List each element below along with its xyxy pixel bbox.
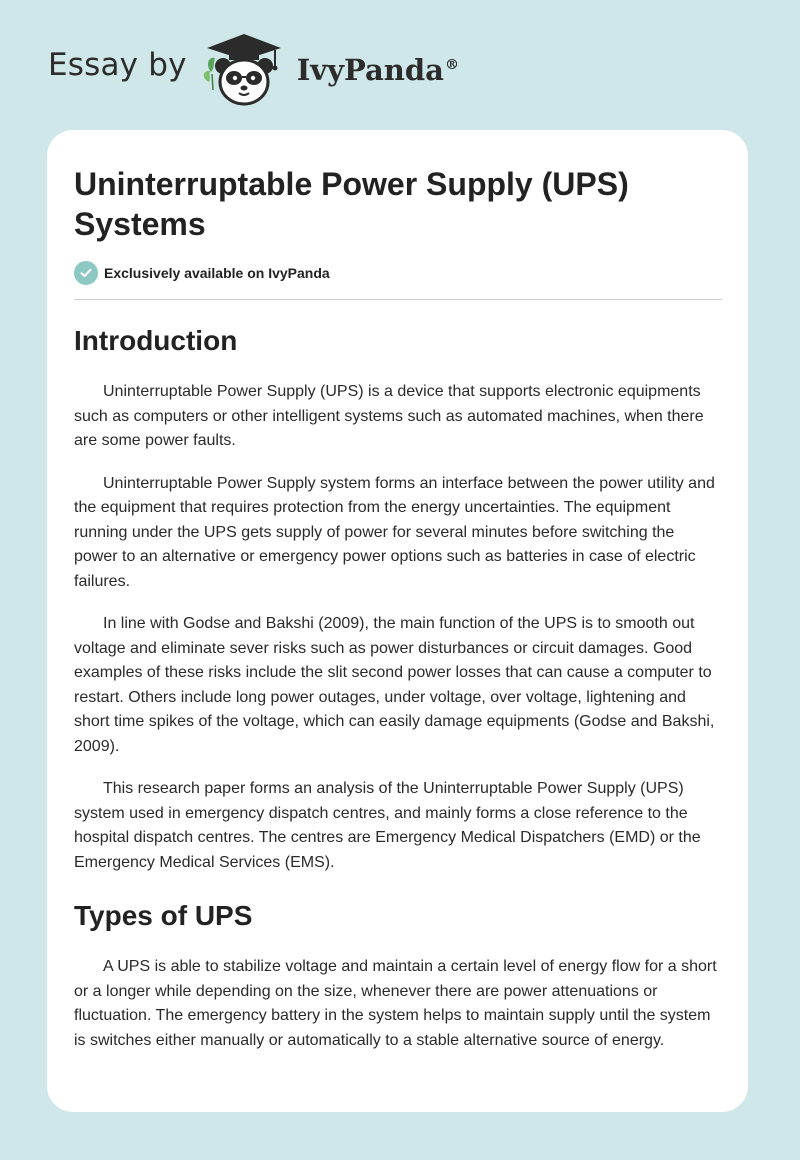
paragraph: This research paper forms an analysis of the Uninterruptable Power Supply (UPS) system used in emergency dispatch centres, and mainly forms a close reference to the hospital dispatch centres. The centres are Emergency Medical Dispatchers (EMD) or the Emergency Medical Services (EMS). [74,780,701,871]
essay-title-line-2: Systems [74,206,206,242]
paragraph: In line with Godse and Bakshi (2009), the main function of the UPS is to smooth out voltage and eliminate sever risks such as power disturbances or circuit damages. Good examples of these risks include the slit second power losses that can cause a computer to restart. Others include long power outages, under voltage, over voltage, lightening and short time spikes of the voltage, which can easily damage equipments (Godse and Bakshi, 2009). [74,615,715,755]
exclusive-badge-text: Exclusively available on IvyPanda [104,265,330,281]
registered-mark: ® [444,57,459,74]
essay-by-label: Essay by [48,47,187,83]
exclusive-badge [74,261,722,300]
essay-title [74,164,722,244]
check-circle-icon [74,261,98,285]
section-heading-introduction: Introduction [74,325,238,356]
paragraph: Uninterruptable Power Supply (UPS) is a device that supports electronic equipments such as computers or other intelligent systems such as automated machines, when there are some power faults. [74,383,704,449]
brand-name[interactable]: IvyPanda® [296,53,459,87]
site-header [48,28,459,108]
paragraph: A UPS is able to stabilize voltage and maintain a certain level of energy flow for a short or a longer while depending on the size, whenever there are power attenuations or fluctuation. The emergency battery in the system helps to maintain supply until the system is switches either manually or automatically to a stable alternative source of energy. [74,958,717,1049]
essay-title-line-1: Uninterruptable Power Supply (UPS) [74,166,629,202]
paragraph: Uninterruptable Power Supply system forms an interface between the power utility and the equipment that requires protection from the energy uncertainties. The equipment running under the UPS gets supply of power for several minutes before switching the power to an alternative or emergency power options such as batteries in case of electric failures. [74,474,715,590]
essay-card [47,130,748,1112]
panda-graduate-icon[interactable] [199,28,289,108]
section-heading-types-of-ups: Types of UPS [74,900,253,931]
